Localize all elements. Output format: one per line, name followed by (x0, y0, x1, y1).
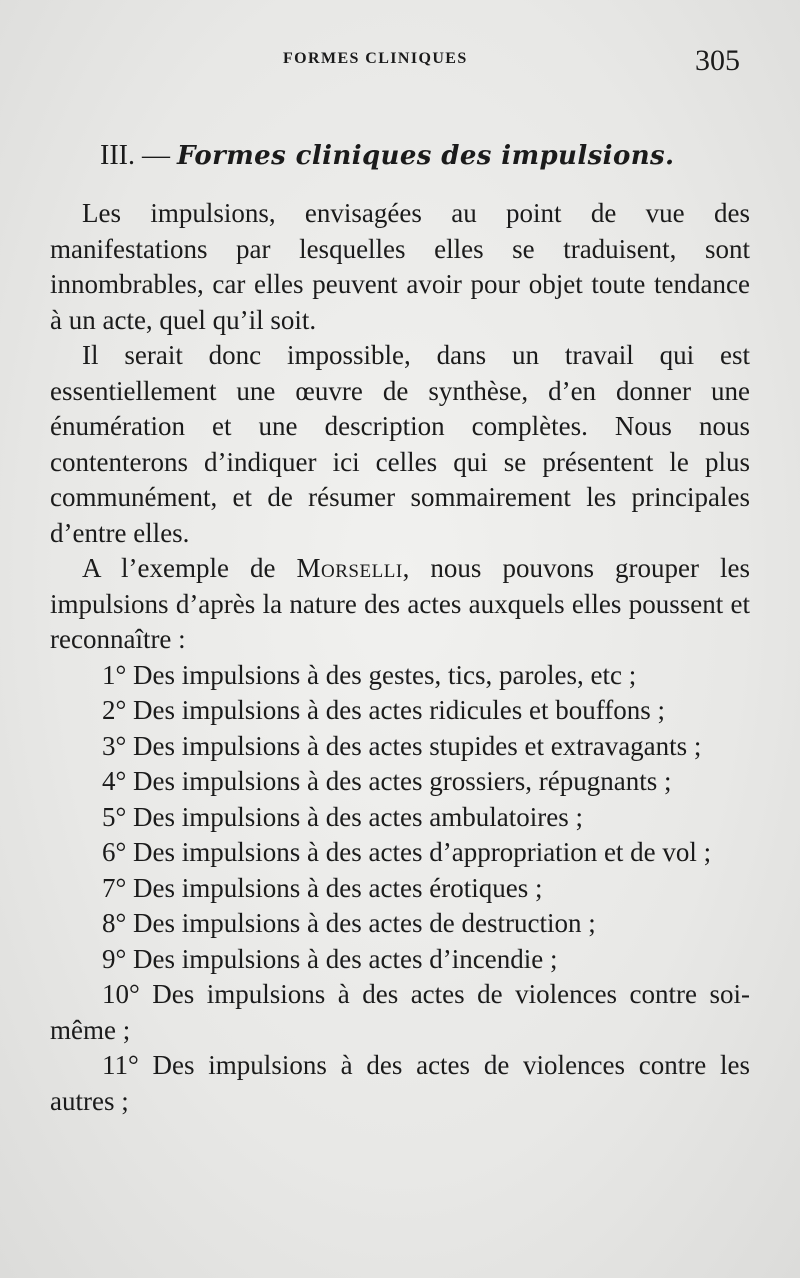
list-item: 6° Des impulsions à des actes d’appropriation et de vol ; (102, 837, 712, 867)
running-title: FORMES CLINIQUES (283, 50, 468, 67)
list-item: 2° Des impulsions à des actes ridicules et bouffons ; (102, 695, 665, 725)
section-title: Formes cliniques des impulsions. (176, 141, 675, 171)
running-head (0, 44, 800, 84)
section-heading (100, 140, 675, 172)
list-item: 10° Des impulsions à des actes de violences contre soi-même ; (50, 979, 750, 1045)
intro-after: , nous pouvons grouper les impulsions d’après la nature des actes auxquels elles poussent et reconnaître : (50, 553, 750, 654)
paragraph-1: Les impulsions, envisagées au point de vue des manifestations par lesquelles elles se traduisent, sont innombrables, car elles peuvent avoir pour objet toute tendance à un acte, quel qu’il soit. (50, 198, 750, 335)
list-item: 1° Des impulsions à des gestes, tics, paroles, etc ; (102, 659, 637, 690)
list-item: 5° Des impulsions à des actes ambulatoires ; (102, 801, 583, 832)
body-text (50, 196, 750, 1119)
list-item: 7° Des impulsions à des actes érotiques ; (102, 872, 543, 903)
author-name: Morselli (296, 553, 403, 583)
intro-before: A l’exemple de (82, 553, 276, 583)
paragraph-2: Il serait donc impossible, dans un travail qui est essentiellement une œuvre de synthèse, d’en donner une énumération et une description complètes. Nous nous contenterons d’indiquer ici celles qui se présentent le plus communément, et de résumer sommairement les principales d’entre elles. (50, 340, 750, 548)
list-item: 11° Des impulsions à des actes de violences contre les autres ; (50, 1050, 750, 1116)
section-number: III. — (100, 140, 170, 171)
list-item: 8° Des impulsions à des actes de destruction ; (102, 908, 596, 938)
list-item: 4° Des impulsions à des actes grossiers, répugnants ; (102, 766, 672, 796)
page-number: 305 (695, 44, 740, 77)
list-item: 3° Des impulsions à des actes stupides et extravagants ; (102, 730, 702, 761)
paragraph-3 (50, 551, 750, 658)
list-item: 9° Des impulsions à des actes d’incendie ; (102, 943, 558, 974)
